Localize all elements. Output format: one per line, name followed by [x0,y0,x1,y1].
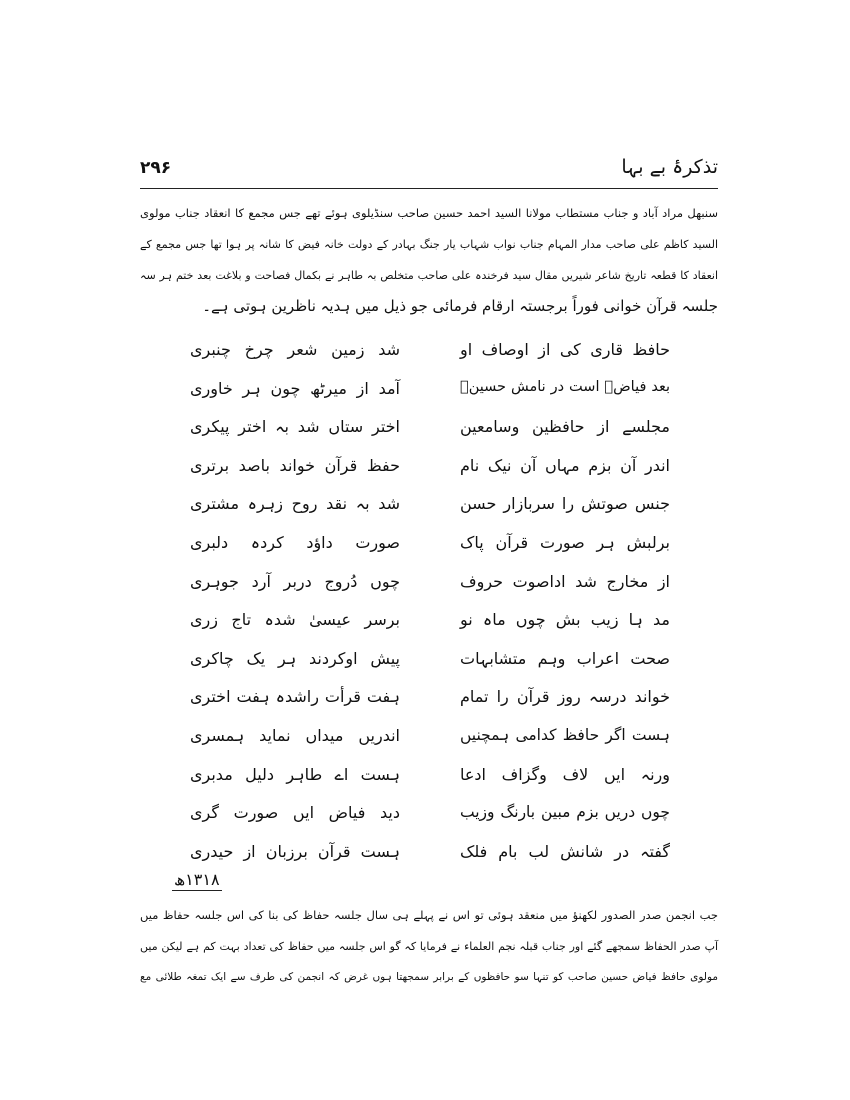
second-hemistich: دید فیاض ایں صورت گری [190,803,400,823]
intro-line: سنبھل مراد آباد و جناب مستطاب مولانا السید احمد حسین صاحب سنڈیلوی ہوئے تھے جس مجمع کا انعقاد جناب مولوی [140,206,718,220]
couplet [190,687,670,726]
header-rule [140,188,718,189]
page-number: ۲۹۶ [140,158,172,178]
couplet [190,572,670,611]
couplet [190,842,670,881]
second-hemistich: شد بہ نقد روح زہرہ مشتری [190,494,400,514]
couplet [190,726,670,765]
second-hemistich: برسر عیسیٰ شدہ تاج زری [190,610,400,630]
first-hemistich: گفتہ در شانش لب بام فلک [460,841,670,861]
first-hemistich: حافظ قاری کی از اوصاف او [460,340,670,359]
first-hemistich: برلبش ہر صورت قرآن پاک [460,532,670,552]
second-hemistich: چوں دُروج دربر آرد جوہری [190,571,400,591]
couplet [190,610,670,649]
couplet [190,417,670,456]
second-hemistich: اختر ستاں شد بہ اختر پیکری [190,417,400,437]
page-header [140,156,718,184]
couplet [190,765,670,804]
first-hemistich: ہست اگر حافظ کدامی ہمچنیں [460,725,670,744]
running-title: تذکرۂ بے بہا [621,156,718,178]
couplet [190,340,670,379]
second-hemistich: ہفت قرأت راشدہ ہفت اختری [190,687,400,707]
closing-line: مولوی حافظ فیاض حسین صاحب کو تنہا سو حافظوں کے برابر سمجھتا ہوں غرض کہ انجمن کی طرف سے ایک تمغہ طلائی مع [140,971,718,983]
second-hemistich: پیش اوکردند ہر یک چاکری [190,648,400,668]
intro-line: انعقاد کا قطعہ تاریخ شاعر شیریں مقال سید فرخندہ علی صاحب متخلص بہ طاہر نے بکمال فصاحت و بلاغت بعد ختم ہر سہ [140,269,718,282]
second-hemistich: آمد از میرٹھ چون ہر خاوری [190,378,400,398]
intro-line: السید کاظم علی صاحب مدار المہام جناب نواب شہاب یار جنگ بہادر کے دولت خانہ فیض کا شانہ پر ہوا تھا جس مجمع کے [140,238,718,251]
second-hemistich: حفظ قرآن خواند باصد برتری [190,455,400,475]
second-hemistich: اندریں میداں نماید ہمسری [190,725,400,745]
second-hemistich: صورت داؤد کردہ دلبری [190,532,400,552]
couplet [190,456,670,495]
couplet [190,379,670,418]
couplet [190,533,670,572]
second-hemistich: ہست قرآن برزبان از حیدری [190,841,400,861]
first-hemistich: بعد فیاضؔ است در نامش حسینؔ [460,378,670,395]
first-hemistich: جنس صوتش را سربازار حسن [460,494,670,514]
intro-line: جلسہ قرآن خوانی فوراً برجستہ ارقام فرمائی جو ذیل میں ہدیہ ناظرین ہوتی ہے۔ [202,297,718,315]
second-hemistich: شد زمین شعر چرخ چنبری [190,340,400,359]
poem [190,340,670,880]
chronogram-year: ۱۳۱۸ھ [174,870,220,889]
closing-paragraph [140,900,718,993]
first-hemistich: مد ہا زیب بش چوں ماہ نو [460,610,670,630]
couplet [190,649,670,688]
first-hemistich: مجلسے از حافظین وسامعین [460,417,670,437]
closing-line: آپ صدر الحفاظ سمجھے گئے اور جناب قبلہ نجم العلماء نے فرمایا کہ گو اس جلسہ میں حفاظ کی تعداد بہت کم ہے لیکن میں [140,940,718,953]
couplet [190,803,670,842]
first-hemistich: خواند درسہ روز قرآن را تمام [460,687,670,707]
first-hemistich: ورنہ ایں لاف وگزاف ادعا [460,764,670,784]
first-hemistich: چوں دریں بزم مبین بارنگ وزیب [460,803,670,822]
first-hemistich: اندر آن بزم مہاں آن نیک نام [460,455,670,475]
couplet [190,494,670,533]
first-hemistich: از مخارج شد اداصوت حروف [460,571,670,591]
first-hemistich: صحت اعراب وہم متشابہات [460,648,670,668]
intro-paragraph [140,198,718,322]
second-hemistich: ہست اے طاہر دلیل مدبری [190,764,400,784]
closing-line: جب انجمن صدر الصدور لکھنؤ میں منعقد ہوئی تو اس نے پہلے ہی سال جلسہ حفاظ کی بنا کی اس جلسہ حفاظ میں [140,908,718,922]
